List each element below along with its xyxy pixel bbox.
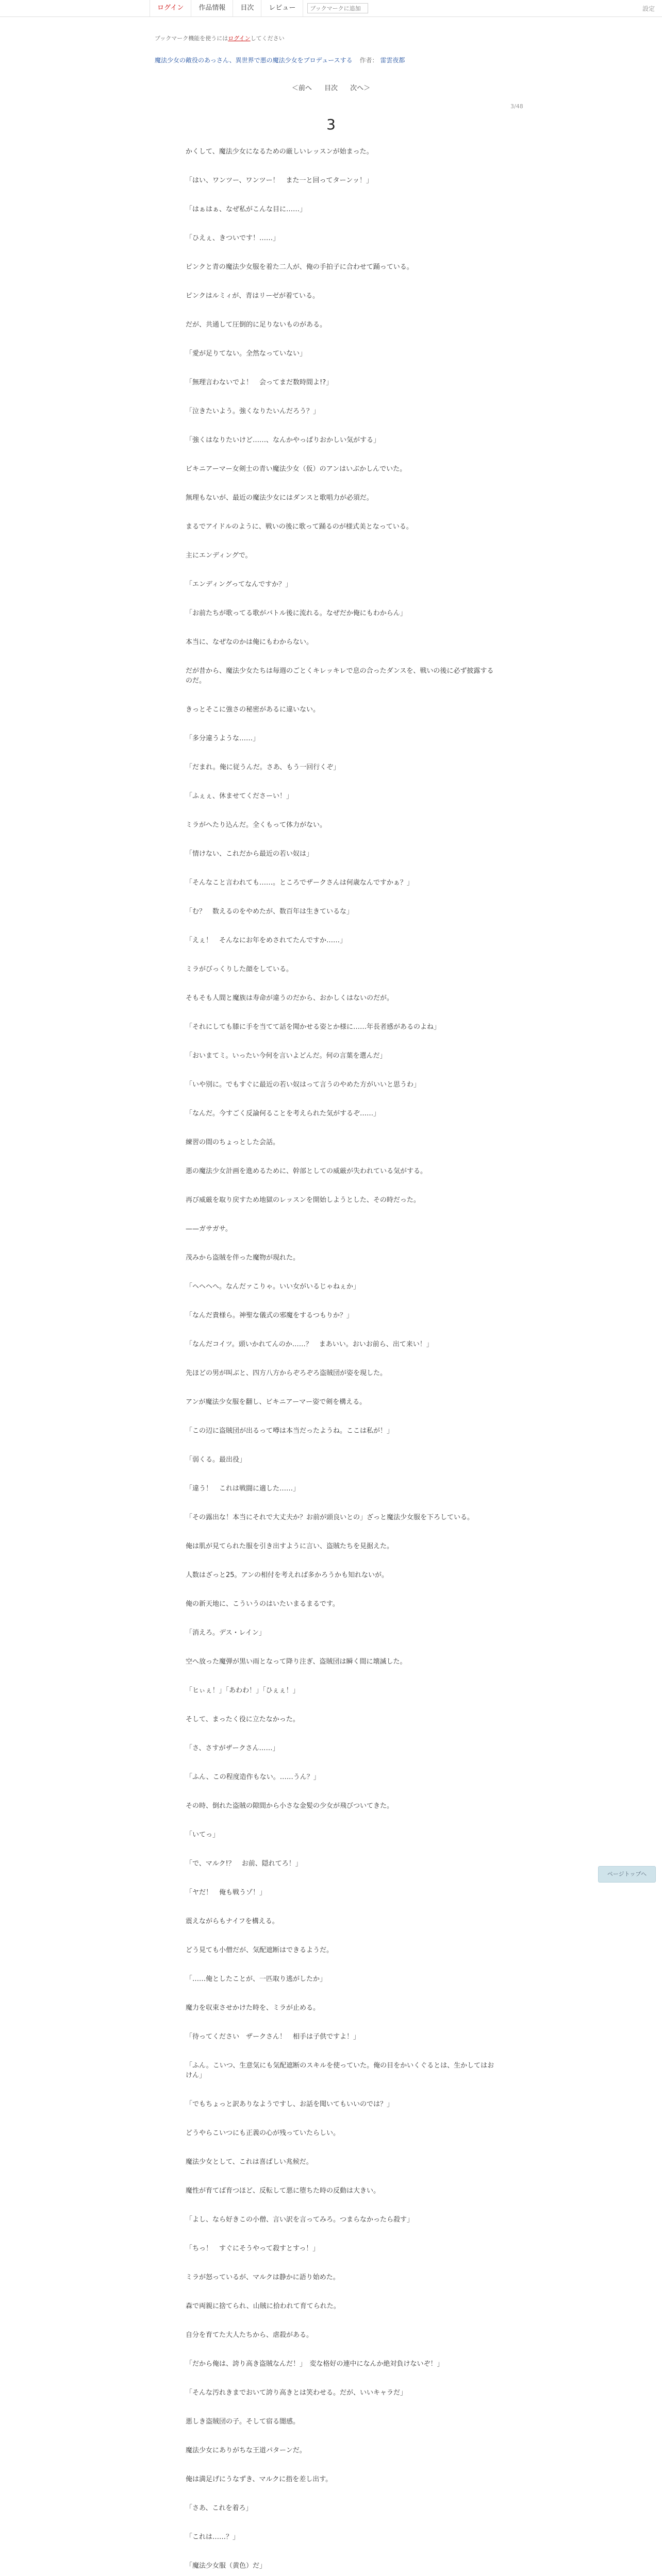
login-link[interactable]: ログイン	[150, 0, 191, 16]
author-label: 作者：	[359, 57, 378, 64]
body-paragraph: 「ふん、この程度造作もない。……うん？」	[186, 1773, 320, 1781]
body-paragraph: 「愛が足りてない。全然なっていない」	[186, 350, 307, 358]
body-paragraph: 俺は満足げにうなずき、マルクに指を差し出す。	[186, 2476, 333, 2483]
body-paragraph: アンが魔法少女服を翻し、ビキニアーマー姿で剣を構える。	[186, 1398, 367, 1406]
body-paragraph: 「いてっ」	[186, 1831, 220, 1839]
body-paragraph: その時、倒れた盗賊の隙間から小さな金髪の少女が飛びついてきた。	[186, 1802, 394, 1810]
body-paragraph: 先ほどの男が叫ぶと、四方八方からぞろぞろ盗賊団が姿を現した。	[186, 1369, 387, 1377]
body-paragraph: 「ひえぇ、きついです！……」	[186, 234, 280, 242]
top-nav-bar	[0, 0, 662, 17]
body-paragraph: 練習の間のちょっとした会話。	[186, 1139, 280, 1146]
body-paragraph: ピンクはルミィが、青はリーゼが着ている。	[186, 292, 319, 300]
body-paragraph: 「お前たちが歌ってる歌がバトル後に流れる。なぜだか俺にもわからん」	[186, 609, 407, 617]
body-paragraph: 「さあ、これを着ろ」	[186, 2504, 253, 2512]
body-paragraph: ビキニアーマー女剣士の青い魔法少女（仮）のアンはいぶかしんでいた。	[186, 465, 407, 473]
body-paragraph: ピンクと青の魔法少女服を着た二人が、俺の手拍子に合わせて踊っている。	[186, 263, 413, 271]
body-paragraph: 空へ放った魔弾が黒い雨となって降り注ぎ、盗賊団は瞬く間に壊滅した。	[186, 1658, 407, 1666]
body-paragraph: 「違う！ これは戦闘に適した……」	[186, 1485, 300, 1493]
body-paragraph: そして、まったく役に立たなかった。	[186, 1716, 300, 1723]
body-paragraph: 魔力を収束させかけた時を、ミラが止める。	[186, 2004, 320, 2012]
bookmark-notice	[155, 34, 285, 42]
body-paragraph: だが昔から、魔法少女たちは毎週のごとくキレッキレで息の合ったダンスを、戦いの後に必ず披露するのだ。	[186, 667, 494, 685]
chapter-number: 3	[326, 116, 336, 133]
body-paragraph: 「消えろ。デス・レイン」	[186, 1629, 266, 1637]
body-paragraph: 「よし、なら好きこの小僧、言い訳を言ってみろ。つまらなかったら殺す」	[186, 2216, 414, 2224]
toc-chapter-link[interactable]: 目次	[324, 84, 338, 92]
body-paragraph: 「ヤだ！ 俺も戦うゾ！」	[186, 1889, 267, 1896]
body-paragraph: 「なんだコイツ。頭いかれてんのか……？ まあいい。おいお前ら、出て来い！」	[186, 1341, 433, 1348]
notice-suffix: してください	[250, 35, 285, 42]
body-paragraph: 魔法少女として、これは喜ばしい兆候だ。	[186, 2158, 313, 2166]
body-paragraph: 「この辺に盗賊団が出るって噂は本当だったようね。ここは私が！」	[186, 1427, 394, 1435]
body-paragraph: 茂みから盗賊を伴った魔物が現れた。	[186, 1254, 300, 1262]
body-paragraph: 「ふん。こいつ、生意気にも気配遮断のスキルを使っていた。俺の目をかいくぐるとは、生かしてはおけん」	[186, 2062, 494, 2079]
body-paragraph: どう見ても小僧だが、気配遮断はできるようだ。	[186, 1946, 334, 1954]
novel-body	[186, 147, 495, 2576]
body-paragraph: 「でもちょっと訳ありなようですし、お話を聞いてもいいのでは？」	[186, 2100, 394, 2108]
body-paragraph: 「はぁはぁ、なぜ私がこんな目に……」	[186, 206, 307, 213]
body-paragraph: 悪の魔法少女計画を進めるために、幹部としての威厳が失われている気がする。	[186, 1167, 427, 1175]
works-link[interactable]: 作品情報	[191, 0, 233, 16]
body-paragraph: そもそも人間と魔族は寿命が違うのだから、おかしくはないのだが。	[186, 994, 394, 1002]
body-paragraph: 「ふぇぇ、休ませてくださーい！」	[186, 792, 293, 800]
body-paragraph: 魔性が育てば育つほど、反転して悪に堕ちた時の反動は大きい。	[186, 2187, 380, 2195]
settings-link[interactable]: 設定	[642, 5, 655, 12]
body-paragraph: 「えぇ！ そんなにお年をめされてたんですか……」	[186, 937, 347, 944]
page-top-button[interactable]: ページトップへ	[598, 1866, 656, 1883]
body-paragraph: 「なんだ。今すごく反論何ることを考えられた気がするぞ……」	[186, 1110, 380, 1117]
body-paragraph: 「それにしても膝に手を当てて話を聞かせる姿とか様に……年長者感があるのよね」	[186, 1023, 441, 1031]
body-paragraph: 悪しき盗賊団の子。そして宿る闇感。	[186, 2418, 300, 2426]
body-paragraph: 「……俺としたことが、一匹取り逃がしたか」	[186, 1975, 327, 1983]
body-paragraph: 震えながらもナイフを構える。	[186, 1918, 279, 1925]
bookmark-input[interactable]	[307, 3, 368, 13]
body-paragraph: 「待ってください ザークさん！ 相手は子供ですよ！」	[186, 2033, 360, 2041]
body-paragraph: 「はい、ワンツー、ワンツー！ また一と回ってターンッ！」	[186, 177, 373, 184]
body-paragraph: 「その露出な！本当にそれで大丈夫か？お前が頭良いとの」ざっと魔法少女服を下ろしている。	[186, 1514, 474, 1521]
body-paragraph: 「強くはなりたいけど……、なんかやっぱりおかしい気がする」	[186, 436, 380, 444]
body-paragraph: ミラがびっくりした顔をしている。	[186, 965, 293, 973]
body-paragraph: 「エンディングってなんですか？」	[186, 581, 292, 588]
body-paragraph: 「ちっ！ すぐにそうやって殺すとすっ！」	[186, 2245, 320, 2252]
page-count: 3/48	[510, 103, 523, 110]
toc-link[interactable]: 目次	[233, 0, 261, 16]
next-chapter-link[interactable]: 次へ＞	[350, 84, 371, 92]
body-paragraph: 再び威厳を取り戻すため地獄のレッスンを開始しようとした、その時だった。	[186, 1196, 420, 1204]
chapter-nav	[0, 82, 662, 92]
body-paragraph: 「これは……？」	[186, 2533, 240, 2541]
body-paragraph: 「魔法少女服（黄色）だ」	[186, 2562, 267, 2570]
body-paragraph: 「ヒぃぇ！」「あわわ！」「ひぇぇ！」	[186, 1687, 300, 1694]
body-paragraph: 「で、マルク!？ お前、隠れてろ！」	[186, 1860, 302, 1868]
body-paragraph: 「だから俺は、誇り高き盗賊なんだ！」 変な格好の連中になんか絶対負けないぞ！」	[186, 2360, 444, 2368]
body-paragraph: 「そんなこと言われても……。ところでザークさんは何歳なんですかぁ？」	[186, 879, 413, 887]
body-paragraph: 「泣きたいよう。強くなりたいんだろう？」	[186, 408, 320, 415]
body-paragraph: 「さ、さすがザークさん……」	[186, 1744, 279, 1752]
body-paragraph: 「弱くる。最出役」	[186, 1456, 246, 1464]
novel-title-link[interactable]: 魔法少女の敵役のあっさん、異世界で悪の魔法少女をプロデュースする	[155, 57, 353, 64]
body-paragraph: 無理もないが、最近の魔法少女にはダンスと歌唱力が必須だ。	[186, 494, 373, 502]
body-paragraph: 俺は肌が見てられた服を引き出すように言い、盗賊たちを見据えた。	[186, 1543, 394, 1550]
body-paragraph: 本当に、なぜなのかは俺にもわからない。	[186, 638, 313, 646]
body-paragraph: 「そんな汚れきまでおいて誇り高きとは笑わせる。だが、いいキャラだ」	[186, 2389, 407, 2397]
body-paragraph: 「情けない、これだから最近の若い奴は」	[186, 850, 313, 858]
body-paragraph: だが、共通して圧倒的に足りないものがある。	[186, 321, 327, 329]
body-paragraph: 魔法少女にありがちな王道パターンだ。	[186, 2447, 306, 2454]
review-link[interactable]: レビュー	[261, 0, 303, 16]
body-paragraph: 「おいまてミ。いったい今何を言いよどんだ。何の言葉を選んだ」	[186, 1052, 387, 1060]
body-paragraph: 「だまれ。俺に従うんだ。さあ、もう一回行くぞ」	[186, 764, 340, 771]
prev-chapter-link[interactable]: ＜前へ	[291, 84, 312, 92]
body-paragraph: まるでアイドルのように、戦いの後に歌って踊るのが様式美となっている。	[186, 523, 413, 531]
body-paragraph: 「多分違うような……」	[186, 735, 260, 742]
body-paragraph: ミラがへたり込んだ。全くもって体力がない。	[186, 821, 327, 829]
notice-login-link[interactable]: ログイン	[228, 35, 251, 42]
body-paragraph: 人数はざっと25。アンの相付を考えれば多かろうかも知れないが。	[186, 1571, 389, 1579]
body-paragraph: 主にエンディングで。	[186, 552, 252, 560]
body-paragraph: 俺の新天地に、こういうのはいたいまるまるです。	[186, 1600, 339, 1608]
body-paragraph: 「無理言わないでよ！ 会ってまだ数時間よ!?」	[186, 379, 333, 386]
body-paragraph: 「いや別に。でもすぐに最近の若い奴はって言うのやめた方がいいと思うわ」	[186, 1081, 421, 1089]
body-paragraph: かくして、魔法少女になるための厳しいレッスンが始まった。	[186, 148, 373, 156]
notice-prefix: ブックマーク機能を使うには	[155, 35, 228, 42]
body-paragraph: どうやらこいつにも正義の心が残っていたらしい。	[186, 2129, 340, 2137]
body-paragraph: 「なんだ貴様ら。神聖な儀式の邪魔をするつもりか？」	[186, 1312, 353, 1319]
novel-header	[155, 56, 405, 64]
body-paragraph: ——ガサガサ。	[186, 1225, 232, 1233]
body-paragraph: 「む？ 数えるのをやめたが、数百年は生きているな」	[186, 908, 354, 916]
body-paragraph: 自分を育てた大人たちから、虐殺がある。	[186, 2331, 313, 2339]
body-paragraph: ミラが怒っているが、マルクは静かに語り始めた。	[186, 2274, 340, 2281]
body-paragraph: きっとそこに強さの秘密があるに違いない。	[186, 706, 320, 714]
author-link[interactable]: 雷雲夜都	[380, 57, 405, 64]
body-paragraph: 「ヘヘヘへ。なんだァこりゃ。いい女がいるじゃねぇか」	[186, 1283, 360, 1291]
body-paragraph: 森で両親に捨てられ、山賊に拾われて育てられた。	[186, 2302, 340, 2310]
top-nav-items	[150, 0, 368, 16]
